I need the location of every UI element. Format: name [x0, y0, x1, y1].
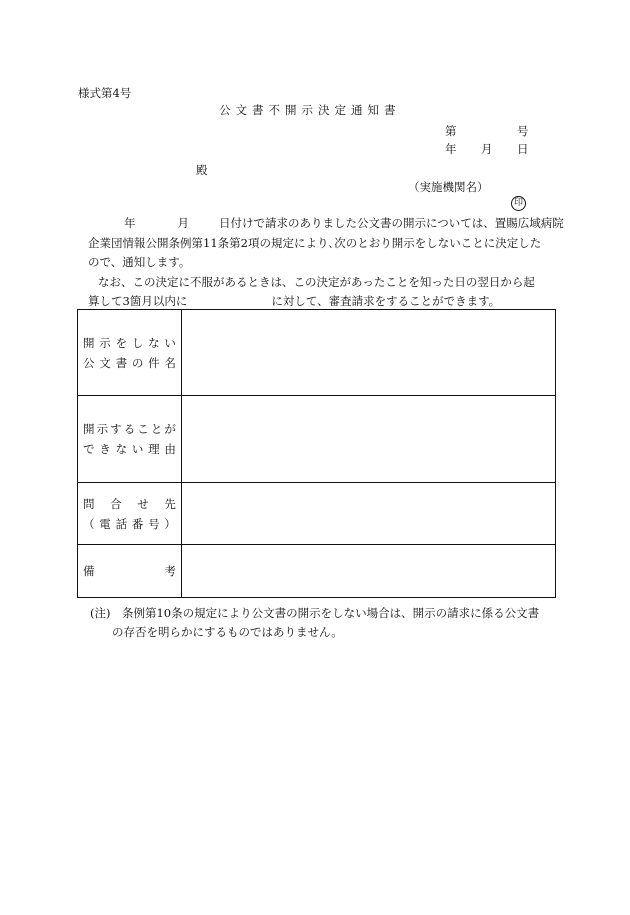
body-line-2: 企業団情報公開条例第11条第2項の規定により､次のとおり開示をしないことに決定した [88, 235, 542, 250]
label-line: 公 文 書 の 件 名 [83, 355, 176, 370]
form-number: 様式第4号 [78, 86, 132, 100]
addressee-honorific: 殿 [196, 163, 208, 177]
table-row [78, 545, 556, 598]
body-year: 年 [124, 216, 136, 230]
row-label-contact [78, 483, 182, 545]
agency-name-label: （実施機関名） [408, 180, 489, 194]
label-line: 問 合 せ 先 [83, 496, 176, 511]
footnote [90, 604, 539, 642]
date-month: 月 [481, 142, 493, 156]
label-line: 備 考 [83, 564, 176, 578]
body-line-1-text: 日付けで請求のありました公文書の開示については、置賜広域病院 [219, 216, 564, 230]
row-label-reason [78, 396, 182, 483]
value-contact[interactable] [181, 483, 555, 545]
decision-table [77, 309, 556, 598]
body-line-5-b: に対して、審査請求をすることができます。 [271, 294, 501, 308]
date-year: 年 [445, 142, 457, 156]
value-subject[interactable] [181, 310, 555, 396]
body-line-5-a: 算して3箇月以内に [88, 294, 188, 308]
value-remarks[interactable] [181, 545, 555, 598]
label-line: で き な い 理 由 [83, 442, 176, 456]
document-title: 公文書不開示決定通知書 [219, 103, 401, 117]
label-line: （ 電 話 番 号 ） [83, 516, 176, 531]
table-row [78, 396, 556, 483]
label-line: 開 示 す る こ と が [83, 422, 176, 436]
doc-number-label: 第 [445, 124, 457, 138]
table-row [78, 310, 556, 396]
label-line: 開 示 を し な い [83, 335, 176, 350]
body-line-3: ので、通知します。 [88, 255, 191, 269]
body-line-1 [78, 214, 564, 234]
body-month: 月 [177, 216, 189, 230]
doc-number-suffix: 号 [517, 124, 529, 138]
seal-mark: 印 [511, 196, 526, 211]
date-day: 日 [517, 142, 529, 156]
row-label-subject [78, 310, 182, 396]
notice-body [78, 214, 564, 312]
value-reason[interactable] [181, 396, 555, 483]
footnote-line-2: の存否を明らかにするものではありません。 [112, 625, 343, 639]
table-row [78, 483, 556, 545]
body-line-4: なお、この決定に不服があるときは、この決定があったことを知った日の翌日から起 [98, 274, 535, 289]
row-label-remarks [78, 545, 182, 598]
footnote-line-1: (注) 条例第10条の規定により公文書の開示をしない場合は、開示の請求に係る公文書 [90, 606, 540, 620]
